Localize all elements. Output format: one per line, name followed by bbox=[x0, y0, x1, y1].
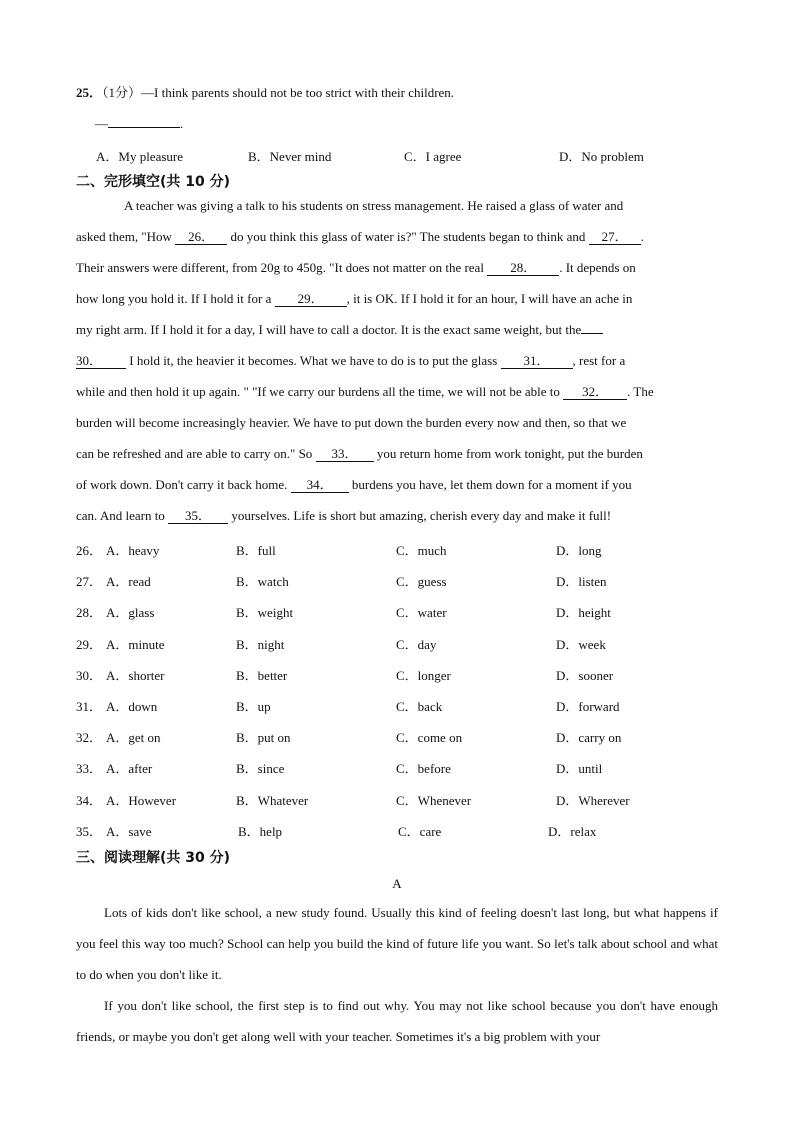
option-b[interactable]: B．Never mind bbox=[248, 149, 332, 164]
option-d[interactable]: D．sooner bbox=[556, 667, 614, 683]
cloze-line: of work down. Don't carry it back home. 34． burdens you have, let them down for a moment if you bbox=[76, 477, 632, 492]
option-b[interactable]: B．better bbox=[236, 667, 288, 683]
option-b[interactable]: B．since bbox=[236, 761, 285, 777]
option-b[interactable]: B．put on bbox=[236, 730, 291, 746]
option-c[interactable]: C．I agree bbox=[404, 149, 462, 164]
option-a[interactable]: A．after bbox=[106, 761, 153, 777]
option-a[interactable]: A．heavy bbox=[106, 543, 160, 558]
option-a[interactable]: A．read bbox=[106, 574, 151, 590]
option-d[interactable]: D．Wherever bbox=[556, 792, 630, 808]
response-dash: — bbox=[95, 116, 108, 131]
choice-row bbox=[76, 665, 716, 696]
question-text: —I think parents should not be too strict with their children. bbox=[141, 85, 455, 100]
blank-30[interactable]: 30． bbox=[76, 354, 126, 369]
option-c[interactable]: C．care bbox=[398, 823, 442, 839]
blank-27[interactable]: 27． bbox=[589, 230, 641, 245]
option-d[interactable]: D．until bbox=[556, 761, 603, 777]
option-c[interactable]: C．longer bbox=[396, 667, 451, 683]
answer-blank[interactable] bbox=[108, 115, 180, 128]
option-c[interactable]: C．back bbox=[396, 698, 443, 714]
blank-28[interactable]: 28． bbox=[487, 261, 559, 276]
blank-32[interactable]: 32． bbox=[563, 385, 627, 400]
choice-number: 33． bbox=[76, 761, 103, 777]
blank-31[interactable]: 31． bbox=[501, 354, 573, 369]
option-b[interactable]: B．help bbox=[238, 823, 283, 839]
option-a[interactable]: A．down bbox=[106, 698, 158, 714]
choice-row bbox=[76, 758, 716, 789]
cloze-line: 30． I hold it, the heavier it becomes. What we have to do is to put the glass 31． , rest for a bbox=[76, 353, 626, 368]
choice-number: 28． bbox=[76, 605, 103, 621]
option-d[interactable]: D．height bbox=[556, 605, 611, 621]
cloze-line: can. And learn to 35． yourselves. Life is short but amazing, cherish every day and make it full! bbox=[76, 508, 612, 523]
choice-number: 26． bbox=[76, 543, 103, 558]
option-d[interactable]: D．long bbox=[556, 543, 602, 558]
option-a[interactable]: A．My pleasure bbox=[96, 149, 184, 164]
blank-33[interactable]: 33． bbox=[316, 447, 374, 462]
cloze-line: asked them, "How 26． do you think this glass of water is?" The students began to think and 27． . bbox=[76, 229, 644, 244]
blank-35[interactable]: 35． bbox=[168, 509, 228, 524]
option-d[interactable]: D．carry on bbox=[556, 730, 622, 746]
answer-line bbox=[95, 115, 183, 132]
option-b[interactable]: B．weight bbox=[236, 605, 294, 621]
cloze-choices bbox=[76, 540, 716, 852]
option-b[interactable]: B．Whatever bbox=[236, 792, 309, 808]
cloze-line: A teacher was giving a talk to his students on stress management. He raised a glass of water and bbox=[124, 198, 624, 213]
choice-row bbox=[76, 634, 716, 665]
choice-row bbox=[76, 790, 716, 821]
option-b[interactable]: B．night bbox=[236, 636, 285, 652]
question-score: （1分） bbox=[102, 85, 142, 100]
paragraph: Lots of kids don't like school, a new study found. Usually this kind of feeling doesn't last long, but what happens if you feel this way too much? School can help you build the kind of future life you want. So let's talk about school and what to do when you don't like it. bbox=[76, 905, 718, 982]
cloze-line: while and then hold it up again. " "If we carry our burdens all the time, we will not be able to 32． . The bbox=[76, 384, 654, 399]
option-b[interactable]: B．full bbox=[236, 543, 276, 558]
option-a[interactable]: A．However bbox=[106, 792, 177, 808]
section-heading-cloze: 二、完形填空(共 10 分) bbox=[76, 174, 231, 190]
choice-number: 34． bbox=[76, 792, 103, 808]
option-a[interactable]: A．shorter bbox=[106, 667, 165, 683]
choice-number: 32． bbox=[76, 730, 103, 746]
option-c[interactable]: C．Whenever bbox=[396, 792, 472, 808]
option-c[interactable]: C．day bbox=[396, 636, 437, 652]
cloze-passage bbox=[76, 190, 718, 531]
choice-number: 30． bbox=[76, 667, 103, 683]
choice-row bbox=[76, 602, 716, 633]
choice-number: 35． bbox=[76, 823, 103, 839]
blank-34[interactable]: 34． bbox=[291, 478, 349, 493]
option-a[interactable]: A．glass bbox=[106, 605, 155, 621]
choice-row bbox=[76, 540, 716, 571]
option-d[interactable]: D．week bbox=[556, 636, 606, 652]
option-a[interactable]: A．minute bbox=[106, 636, 165, 652]
option-d[interactable]: D．relax bbox=[548, 823, 597, 839]
response-end: . bbox=[180, 116, 184, 131]
blank-29[interactable]: 29． bbox=[275, 292, 347, 307]
option-c[interactable]: C．before bbox=[396, 761, 451, 777]
choice-row bbox=[76, 727, 716, 758]
option-b[interactable]: B．up bbox=[236, 698, 271, 714]
passage-label: A bbox=[392, 876, 402, 891]
option-b[interactable]: B．watch bbox=[236, 574, 289, 590]
cloze-line: burden will become increasingly heavier. We have to put down the burden every now and then, so that we bbox=[76, 415, 627, 430]
question-number: 25． bbox=[76, 85, 103, 100]
option-a[interactable]: A．get on bbox=[106, 730, 161, 746]
option-c[interactable]: C．water bbox=[396, 605, 447, 621]
choice-number: 29． bbox=[76, 636, 103, 652]
cloze-line: can be refreshed and are able to carry on." So 33． you return home from work tonight, put the burden bbox=[76, 446, 643, 461]
option-d[interactable]: D．No problem bbox=[559, 149, 644, 164]
option-c[interactable]: C．guess bbox=[396, 574, 447, 590]
option-c[interactable]: C．much bbox=[396, 543, 447, 558]
question-25 bbox=[76, 82, 454, 101]
blank-30-start bbox=[581, 333, 603, 334]
choice-number: 31． bbox=[76, 698, 103, 714]
choice-row bbox=[76, 696, 716, 727]
choice-number: 27． bbox=[76, 574, 103, 590]
cloze-line: my right arm. If I hold it for a day, I will have to call a doctor. It is the exact same weight, but the bbox=[76, 314, 718, 345]
blank-26[interactable]: 26． bbox=[175, 230, 227, 245]
cloze-line: Their answers were different, from 20g to 450g. "It does not matter on the real 28． . It depends on bbox=[76, 260, 636, 275]
section-heading-reading: 三、阅读理解(共 30 分) bbox=[76, 850, 231, 866]
paragraph: If you don't like school, the first step is to find out why. You may not like school because you don't have enough friends, or maybe you don't get along well with your teacher. Sometimes it's a big problem with your bbox=[76, 998, 718, 1044]
option-c[interactable]: C．come on bbox=[396, 730, 463, 746]
choice-row bbox=[76, 571, 716, 602]
cloze-line: how long you hold it. If I hold it for a 29． , it is OK. If I hold it for an hour, I will have an ache in bbox=[76, 291, 633, 306]
option-a[interactable]: A．save bbox=[106, 823, 152, 839]
option-d[interactable]: D．listen bbox=[556, 574, 607, 590]
option-d[interactable]: D．forward bbox=[556, 698, 620, 714]
reading-passage bbox=[76, 897, 718, 1052]
